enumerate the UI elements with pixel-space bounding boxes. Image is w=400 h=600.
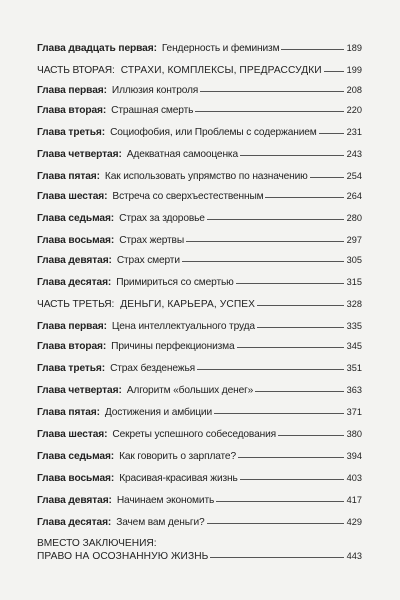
- toc-entry-title: Как говорить о зарплате?: [119, 451, 236, 462]
- toc-entry-label: Глава четвертая:: [37, 385, 122, 396]
- toc-entry-title: Страх за здоровье: [119, 213, 205, 224]
- toc-entry-title: Секреты успешного собеседования: [112, 429, 276, 440]
- toc-chapter-entry: [37, 148, 362, 161]
- toc-entry-title: Иллюзия контроля: [111, 85, 199, 96]
- toc-page-number: 417: [346, 495, 362, 505]
- toc-leader-line: [257, 327, 344, 328]
- toc-page-number: 199: [346, 65, 362, 75]
- toc-entry-label: Глава пятая:: [37, 171, 100, 182]
- toc-leader-line: [238, 457, 344, 458]
- toc-page-number: 208: [346, 85, 362, 95]
- toc-entry-title: Красивая-красивая жизнь: [119, 473, 238, 484]
- toc-entry-title: Страх жертвы: [119, 235, 184, 246]
- toc-leader-line: [257, 305, 344, 306]
- toc-page-number: 380: [346, 429, 362, 439]
- toc-page-number: 231: [346, 127, 362, 137]
- toc-page-number: 443: [346, 551, 362, 561]
- toc-leader-line: [240, 155, 344, 156]
- toc-entry-title: Достижения и амбиции: [104, 407, 213, 418]
- toc-page-number: 305: [346, 255, 362, 265]
- toc-entry-label: Глава десятая:: [37, 277, 112, 288]
- toc-entry-label: Глава седьмая:: [37, 451, 115, 462]
- closing-heading: ВМЕСТО ЗАКЛЮЧЕНИЯ:: [37, 538, 157, 549]
- toc-page-number: 363: [346, 385, 362, 395]
- toc-leader-line: [210, 557, 344, 558]
- toc-entry-label: Глава третья:: [37, 363, 106, 374]
- toc-entry-label: ЧАСТЬ ТРЕТЬЯ:: [37, 299, 115, 310]
- toc-page-number: 254: [346, 171, 362, 181]
- toc-chapter-entry: [37, 494, 362, 507]
- toc-entry-title: Социофобия, или Проблемы с содержанием: [110, 127, 317, 138]
- closing-entry: [37, 550, 362, 563]
- toc-chapter-entry: [37, 42, 362, 55]
- toc-entry-title: Встреча со сверхъестественным: [112, 191, 264, 202]
- closing-title: ПРАВО НА ОСОЗНАННУЮ ЖИЗНЬ: [37, 551, 209, 562]
- toc-leader-line: [216, 501, 344, 502]
- toc-entry-label: ЧАСТЬ ВТОРАЯ:: [37, 65, 115, 76]
- toc-chapter-entry: [37, 104, 362, 117]
- toc-leader-line: [255, 391, 344, 392]
- toc-page-number: 394: [346, 451, 362, 461]
- toc-part-entry: [37, 298, 362, 311]
- toc-leader-line: [324, 71, 344, 72]
- toc-entry-label: Глава вторая:: [37, 105, 107, 116]
- toc-leader-line: [278, 435, 344, 436]
- toc-entry-label: Глава вторая:: [37, 341, 107, 352]
- toc-page-number: 335: [346, 321, 362, 331]
- toc-leader-line: [200, 91, 344, 92]
- toc-page-number: 403: [346, 473, 362, 483]
- toc-entry-label: Глава девятая:: [37, 495, 112, 506]
- toc-leader-line: [197, 369, 344, 370]
- toc-page-number: 351: [346, 363, 362, 373]
- toc-chapter-entry: [37, 276, 362, 289]
- toc-chapter-entry: [37, 254, 362, 267]
- toc-entry-title: Цена интеллектуального труда: [111, 321, 255, 332]
- toc-page-number: 220: [346, 105, 362, 115]
- toc-leader-line: [236, 283, 344, 284]
- toc-chapter-entry: [37, 450, 362, 463]
- toc-leader-line: [319, 133, 344, 134]
- toc-page-number: 297: [346, 235, 362, 245]
- toc-entry-label: Глава третья:: [37, 127, 106, 138]
- toc-page-number: 429: [346, 517, 362, 527]
- toc-entry-label: Глава шестая:: [37, 429, 108, 440]
- toc-entry-title: Гендерность и феминизм: [161, 43, 280, 54]
- toc-page-number: 264: [346, 191, 362, 201]
- toc-entry-title: СТРАХИ, КОМПЛЕКСЫ, ПРЕДРАССУДКИ: [120, 65, 322, 76]
- toc-entry-title: Страшная смерть: [111, 105, 194, 116]
- toc-page-number: 371: [346, 407, 362, 417]
- toc-chapter-entry: [37, 340, 362, 353]
- toc-entry-label: Глава двадцать первая:: [37, 43, 157, 54]
- toc-entry-label: Глава шестая:: [37, 191, 108, 202]
- toc-leader-line: [237, 347, 344, 348]
- toc-page-number: 345: [346, 341, 362, 351]
- toc-leader-line: [207, 219, 344, 220]
- toc-entry-title: Причины перфекционизма: [111, 341, 235, 352]
- toc-page-number: 280: [346, 213, 362, 223]
- toc-chapter-entry: [37, 190, 362, 203]
- toc-page-number: 328: [346, 299, 362, 309]
- toc-entry-label: Глава четвертая:: [37, 149, 122, 160]
- toc-chapter-entry: [37, 320, 362, 333]
- toc-chapter-entry: [37, 234, 362, 247]
- toc-entry-label: Глава десятая:: [37, 517, 112, 528]
- toc-entry-label: Глава первая:: [37, 85, 107, 96]
- toc-leader-line: [265, 197, 344, 198]
- toc-chapter-entry: [37, 362, 362, 375]
- toc-entry-title: Страх смерти: [116, 255, 180, 266]
- toc-entry-label: Глава девятая:: [37, 255, 112, 266]
- toc-chapter-entry: [37, 516, 362, 529]
- toc-chapter-entry: [37, 212, 362, 225]
- toc-leader-line: [207, 523, 344, 524]
- toc-chapter-entry: [37, 170, 362, 183]
- toc-part-entry: [37, 64, 362, 77]
- toc-page-number: 315: [346, 277, 362, 287]
- toc-entry-title: ДЕНЬГИ, КАРЬЕРА, УСПЕХ: [120, 299, 256, 310]
- toc-leader-line: [281, 49, 344, 50]
- toc-page-number: 189: [346, 43, 362, 53]
- toc-entry-title: Как использовать упрямство по назначению: [104, 171, 308, 182]
- toc-chapter-entry: [37, 126, 362, 139]
- toc-leader-line: [195, 111, 344, 112]
- toc-entry-title: Адекватная самооценка: [126, 149, 238, 160]
- toc-entry-label: Глава восьмая:: [37, 235, 115, 246]
- toc-chapter-entry: [37, 84, 362, 97]
- toc-entry-label: Глава первая:: [37, 321, 107, 332]
- toc-leader-line: [214, 413, 344, 414]
- toc-leader-line: [186, 241, 344, 242]
- toc-page-number: 243: [346, 149, 362, 159]
- toc-leader-line: [310, 177, 344, 178]
- toc-entry-title: Алгоритм «больших денег»: [126, 385, 254, 396]
- toc-entry-label: Глава пятая:: [37, 407, 100, 418]
- toc-entry-title: Примириться со смертью: [116, 277, 234, 288]
- toc-entry-title: Начинаем экономить: [116, 495, 215, 506]
- toc-entry-title: Зачем вам деньги?: [116, 517, 205, 528]
- toc-leader-line: [182, 261, 344, 262]
- toc-leader-line: [240, 479, 344, 480]
- toc-chapter-entry: [37, 406, 362, 419]
- toc-entry-label: Глава восьмая:: [37, 473, 115, 484]
- toc-entry-title: Страх безденежья: [110, 363, 195, 374]
- toc-chapter-entry: [37, 384, 362, 397]
- toc-chapter-entry: [37, 428, 362, 441]
- toc-chapter-entry: [37, 472, 362, 485]
- toc-entry-label: Глава седьмая:: [37, 213, 115, 224]
